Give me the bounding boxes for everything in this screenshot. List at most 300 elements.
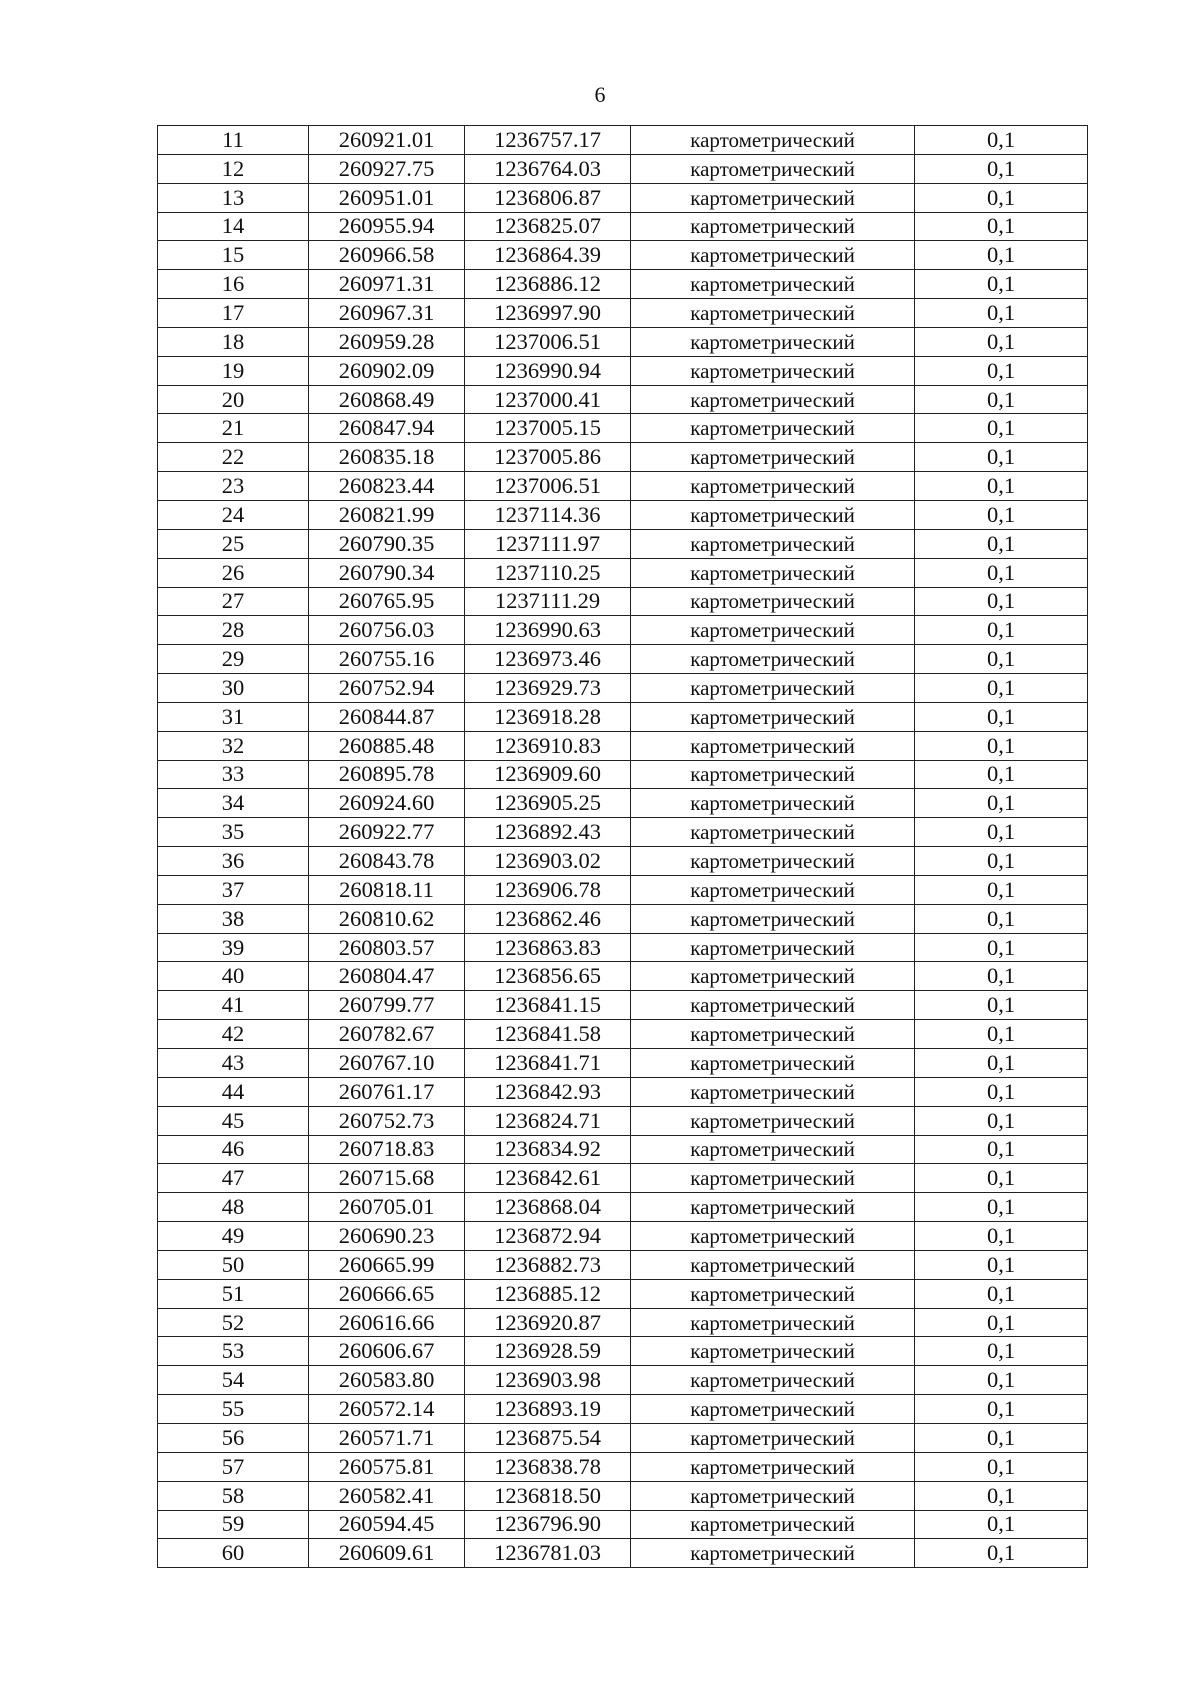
method-cell: картометрический [631,847,915,876]
point-number-cell: 45 [158,1106,309,1135]
table-row [158,1337,1088,1366]
method-cell: картометрический [631,1423,915,1452]
table-row [158,1049,1088,1078]
y-coordinate-cell: 1236818.50 [465,1481,631,1510]
point-number-cell: 48 [158,1193,309,1222]
point-number-cell: 42 [158,1020,309,1049]
method-cell: картометрический [631,529,915,558]
y-coordinate-cell: 1236838.78 [465,1452,631,1481]
y-coordinate-cell: 1236757.17 [465,126,631,155]
method-cell: картометрический [631,1077,915,1106]
x-coordinate-cell: 260571.71 [309,1423,465,1452]
x-coordinate-cell: 260955.94 [309,212,465,241]
y-coordinate-cell: 1236910.83 [465,731,631,760]
method-cell: картометрический [631,875,915,904]
y-coordinate-cell: 1236872.94 [465,1222,631,1251]
point-number-cell: 50 [158,1250,309,1279]
method-cell: картометрический [631,991,915,1020]
accuracy-cell: 0,1 [915,183,1088,212]
point-number-cell: 13 [158,183,309,212]
method-cell: картометрический [631,818,915,847]
page-number: 6 [594,82,606,107]
point-number-cell: 27 [158,587,309,616]
method-cell: картометрический [631,1250,915,1279]
accuracy-cell: 0,1 [915,789,1088,818]
point-number-cell: 57 [158,1452,309,1481]
accuracy-cell: 0,1 [915,1222,1088,1251]
accuracy-cell: 0,1 [915,500,1088,529]
x-coordinate-cell: 260765.95 [309,587,465,616]
point-number-cell: 21 [158,414,309,443]
y-coordinate-cell: 1236882.73 [465,1250,631,1279]
point-number-cell: 54 [158,1366,309,1395]
table-row [158,270,1088,299]
table-row [158,645,1088,674]
point-number-cell: 33 [158,760,309,789]
method-cell: картометрический [631,789,915,818]
accuracy-cell: 0,1 [915,933,1088,962]
table-row [158,443,1088,472]
accuracy-cell: 0,1 [915,472,1088,501]
point-number-cell: 12 [158,154,309,183]
x-coordinate-cell: 260927.75 [309,154,465,183]
accuracy-cell: 0,1 [915,1020,1088,1049]
x-coordinate-cell: 260752.73 [309,1106,465,1135]
table-row [158,356,1088,385]
accuracy-cell: 0,1 [915,587,1088,616]
point-number-cell: 15 [158,241,309,270]
table-row [158,385,1088,414]
table-row [158,154,1088,183]
x-coordinate-cell: 260782.67 [309,1020,465,1049]
method-cell: картометрический [631,1510,915,1539]
table-row [158,183,1088,212]
method-cell: картометрический [631,933,915,962]
table-row [158,212,1088,241]
point-number-cell: 17 [158,299,309,328]
table-row [158,1423,1088,1452]
accuracy-cell: 0,1 [915,760,1088,789]
accuracy-cell: 0,1 [915,875,1088,904]
y-coordinate-cell: 1237111.97 [465,529,631,558]
method-cell: картометрический [631,731,915,760]
table-row [158,847,1088,876]
x-coordinate-cell: 260843.78 [309,847,465,876]
accuracy-cell: 0,1 [915,674,1088,703]
method-cell: картометрический [631,500,915,529]
accuracy-cell: 0,1 [915,1481,1088,1510]
table-row [158,587,1088,616]
method-cell: картометрический [631,558,915,587]
y-coordinate-cell: 1236997.90 [465,299,631,328]
method-cell: картометрический [631,472,915,501]
method-cell: картометрический [631,1539,915,1568]
x-coordinate-cell: 260803.57 [309,933,465,962]
table-row [158,414,1088,443]
point-number-cell: 46 [158,1135,309,1164]
accuracy-cell: 0,1 [915,1395,1088,1424]
accuracy-cell: 0,1 [915,241,1088,270]
y-coordinate-cell: 1237114.36 [465,500,631,529]
table-row [158,702,1088,731]
method-cell: картометрический [631,587,915,616]
x-coordinate-cell: 260715.68 [309,1164,465,1193]
x-coordinate-cell: 260868.49 [309,385,465,414]
y-coordinate-cell: 1236892.43 [465,818,631,847]
x-coordinate-cell: 260752.94 [309,674,465,703]
table-row [158,1452,1088,1481]
accuracy-cell: 0,1 [915,904,1088,933]
accuracy-cell: 0,1 [915,126,1088,155]
method-cell: картометрический [631,1308,915,1337]
point-number-cell: 22 [158,443,309,472]
point-number-cell: 37 [158,875,309,904]
table-row [158,1077,1088,1106]
y-coordinate-cell: 1236842.61 [465,1164,631,1193]
y-coordinate-cell: 1236990.94 [465,356,631,385]
accuracy-cell: 0,1 [915,1193,1088,1222]
method-cell: картометрический [631,212,915,241]
accuracy-cell: 0,1 [915,1452,1088,1481]
point-number-cell: 19 [158,356,309,385]
accuracy-cell: 0,1 [915,847,1088,876]
x-coordinate-cell: 260690.23 [309,1222,465,1251]
point-number-cell: 18 [158,327,309,356]
y-coordinate-cell: 1237005.86 [465,443,631,472]
point-number-cell: 26 [158,558,309,587]
y-coordinate-cell: 1236903.02 [465,847,631,876]
method-cell: картометрический [631,443,915,472]
table-row [158,616,1088,645]
method-cell: картометрический [631,1366,915,1395]
y-coordinate-cell: 1236973.46 [465,645,631,674]
y-coordinate-cell: 1236824.71 [465,1106,631,1135]
table-row [158,789,1088,818]
y-coordinate-cell: 1236909.60 [465,760,631,789]
method-cell: картометрический [631,1222,915,1251]
y-coordinate-cell: 1236796.90 [465,1510,631,1539]
method-cell: картометрический [631,414,915,443]
method-cell: картометрический [631,1106,915,1135]
table-row [158,1164,1088,1193]
method-cell: картометрический [631,1452,915,1481]
y-coordinate-cell: 1237000.41 [465,385,631,414]
accuracy-cell: 0,1 [915,818,1088,847]
table-row [158,1106,1088,1135]
table-row [158,962,1088,991]
table-row [158,472,1088,501]
point-number-cell: 51 [158,1279,309,1308]
method-cell: картометрический [631,154,915,183]
x-coordinate-cell: 260895.78 [309,760,465,789]
accuracy-cell: 0,1 [915,1539,1088,1568]
method-cell: картометрический [631,1337,915,1366]
point-number-cell: 43 [158,1049,309,1078]
x-coordinate-cell: 260609.61 [309,1539,465,1568]
accuracy-cell: 0,1 [915,1135,1088,1164]
x-coordinate-cell: 260924.60 [309,789,465,818]
x-coordinate-cell: 260821.99 [309,500,465,529]
table-row [158,1020,1088,1049]
point-number-cell: 36 [158,847,309,876]
method-cell: картометрический [631,1020,915,1049]
accuracy-cell: 0,1 [915,1106,1088,1135]
table-row [158,1135,1088,1164]
point-number-cell: 34 [158,789,309,818]
x-coordinate-cell: 260616.66 [309,1308,465,1337]
x-coordinate-cell: 260575.81 [309,1452,465,1481]
point-number-cell: 35 [158,818,309,847]
y-coordinate-cell: 1236856.65 [465,962,631,991]
table-row [158,241,1088,270]
accuracy-cell: 0,1 [915,991,1088,1020]
table-row [158,904,1088,933]
y-coordinate-cell: 1236906.78 [465,875,631,904]
method-cell: картометрический [631,1481,915,1510]
x-coordinate-cell: 260761.17 [309,1077,465,1106]
accuracy-cell: 0,1 [915,1077,1088,1106]
y-coordinate-cell: 1236764.03 [465,154,631,183]
x-coordinate-cell: 260718.83 [309,1135,465,1164]
table-row [158,1250,1088,1279]
y-coordinate-cell: 1237111.29 [465,587,631,616]
x-coordinate-cell: 260804.47 [309,962,465,991]
point-number-cell: 56 [158,1423,309,1452]
x-coordinate-cell: 260967.31 [309,299,465,328]
point-number-cell: 30 [158,674,309,703]
x-coordinate-cell: 260606.67 [309,1337,465,1366]
table-row [158,327,1088,356]
point-number-cell: 52 [158,1308,309,1337]
point-number-cell: 11 [158,126,309,155]
method-cell: картометрический [631,1164,915,1193]
y-coordinate-cell: 1236893.19 [465,1395,631,1424]
x-coordinate-cell: 260755.16 [309,645,465,674]
x-coordinate-cell: 260902.09 [309,356,465,385]
accuracy-cell: 0,1 [915,616,1088,645]
point-number-cell: 14 [158,212,309,241]
point-number-cell: 39 [158,933,309,962]
accuracy-cell: 0,1 [915,558,1088,587]
point-number-cell: 59 [158,1510,309,1539]
y-coordinate-cell: 1237005.15 [465,414,631,443]
point-number-cell: 16 [158,270,309,299]
x-coordinate-cell: 260582.41 [309,1481,465,1510]
method-cell: картометрический [631,1135,915,1164]
x-coordinate-cell: 260922.77 [309,818,465,847]
y-coordinate-cell: 1236841.71 [465,1049,631,1078]
accuracy-cell: 0,1 [915,702,1088,731]
table-row [158,1539,1088,1568]
y-coordinate-cell: 1236868.04 [465,1193,631,1222]
table-row [158,1510,1088,1539]
y-coordinate-cell: 1236781.03 [465,1539,631,1568]
y-coordinate-cell: 1236929.73 [465,674,631,703]
x-coordinate-cell: 260594.45 [309,1510,465,1539]
x-coordinate-cell: 260835.18 [309,443,465,472]
point-number-cell: 58 [158,1481,309,1510]
table-row [158,1193,1088,1222]
table-row [158,558,1088,587]
table-row [158,991,1088,1020]
y-coordinate-cell: 1236928.59 [465,1337,631,1366]
x-coordinate-cell: 260847.94 [309,414,465,443]
x-coordinate-cell: 260756.03 [309,616,465,645]
x-coordinate-cell: 260767.10 [309,1049,465,1078]
accuracy-cell: 0,1 [915,1308,1088,1337]
accuracy-cell: 0,1 [915,731,1088,760]
x-coordinate-cell: 260885.48 [309,731,465,760]
y-coordinate-cell: 1236863.83 [465,933,631,962]
method-cell: картометрический [631,385,915,414]
y-coordinate-cell: 1237006.51 [465,472,631,501]
table-row [158,1279,1088,1308]
accuracy-cell: 0,1 [915,1510,1088,1539]
method-cell: картометрический [631,270,915,299]
y-coordinate-cell: 1237110.25 [465,558,631,587]
point-number-cell: 41 [158,991,309,1020]
table-row [158,1366,1088,1395]
point-number-cell: 32 [158,731,309,760]
y-coordinate-cell: 1236903.98 [465,1366,631,1395]
point-number-cell: 49 [158,1222,309,1251]
y-coordinate-cell: 1236862.46 [465,904,631,933]
point-number-cell: 44 [158,1077,309,1106]
table-row [158,731,1088,760]
x-coordinate-cell: 260810.62 [309,904,465,933]
x-coordinate-cell: 260705.01 [309,1193,465,1222]
x-coordinate-cell: 260818.11 [309,875,465,904]
x-coordinate-cell: 260583.80 [309,1366,465,1395]
x-coordinate-cell: 260951.01 [309,183,465,212]
y-coordinate-cell: 1236920.87 [465,1308,631,1337]
point-number-cell: 38 [158,904,309,933]
table-row [158,500,1088,529]
method-cell: картометрический [631,674,915,703]
x-coordinate-cell: 260844.87 [309,702,465,731]
table-row [158,875,1088,904]
table-row [158,818,1088,847]
accuracy-cell: 0,1 [915,1049,1088,1078]
accuracy-cell: 0,1 [915,1366,1088,1395]
y-coordinate-cell: 1236885.12 [465,1279,631,1308]
table-row [158,1481,1088,1510]
coordinates-table [157,125,1088,1568]
y-coordinate-cell: 1236905.25 [465,789,631,818]
accuracy-cell: 0,1 [915,356,1088,385]
method-cell: картометрический [631,760,915,789]
method-cell: картометрический [631,1193,915,1222]
method-cell: картометрический [631,327,915,356]
table-row [158,1308,1088,1337]
accuracy-cell: 0,1 [915,414,1088,443]
y-coordinate-cell: 1236990.63 [465,616,631,645]
accuracy-cell: 0,1 [915,1250,1088,1279]
method-cell: картометрический [631,702,915,731]
table-row [158,529,1088,558]
point-number-cell: 47 [158,1164,309,1193]
x-coordinate-cell: 260799.77 [309,991,465,1020]
method-cell: картометрический [631,904,915,933]
y-coordinate-cell: 1236886.12 [465,270,631,299]
y-coordinate-cell: 1236806.87 [465,183,631,212]
table-row [158,1222,1088,1251]
method-cell: картометрический [631,126,915,155]
table-row [158,126,1088,155]
table-row [158,933,1088,962]
accuracy-cell: 0,1 [915,1423,1088,1452]
x-coordinate-cell: 260572.14 [309,1395,465,1424]
x-coordinate-cell: 260790.35 [309,529,465,558]
method-cell: картометрический [631,962,915,991]
y-coordinate-cell: 1237006.51 [465,327,631,356]
point-number-cell: 23 [158,472,309,501]
point-number-cell: 24 [158,500,309,529]
accuracy-cell: 0,1 [915,1337,1088,1366]
coordinates-table-body [158,126,1088,1568]
method-cell: картометрический [631,241,915,270]
method-cell: картометрический [631,616,915,645]
accuracy-cell: 0,1 [915,154,1088,183]
method-cell: картометрический [631,356,915,385]
method-cell: картометрический [631,1395,915,1424]
x-coordinate-cell: 260921.01 [309,126,465,155]
method-cell: картометрический [631,183,915,212]
x-coordinate-cell: 260665.99 [309,1250,465,1279]
method-cell: картометрический [631,299,915,328]
x-coordinate-cell: 260966.58 [309,241,465,270]
point-number-cell: 60 [158,1539,309,1568]
y-coordinate-cell: 1236918.28 [465,702,631,731]
point-number-cell: 53 [158,1337,309,1366]
x-coordinate-cell: 260971.31 [309,270,465,299]
accuracy-cell: 0,1 [915,270,1088,299]
accuracy-cell: 0,1 [915,212,1088,241]
point-number-cell: 20 [158,385,309,414]
x-coordinate-cell: 260790.34 [309,558,465,587]
table-row [158,674,1088,703]
accuracy-cell: 0,1 [915,443,1088,472]
accuracy-cell: 0,1 [915,299,1088,328]
accuracy-cell: 0,1 [915,962,1088,991]
point-number-cell: 55 [158,1395,309,1424]
y-coordinate-cell: 1236825.07 [465,212,631,241]
y-coordinate-cell: 1236841.15 [465,991,631,1020]
x-coordinate-cell: 260666.65 [309,1279,465,1308]
point-number-cell: 40 [158,962,309,991]
point-number-cell: 28 [158,616,309,645]
y-coordinate-cell: 1236842.93 [465,1077,631,1106]
y-coordinate-cell: 1236875.54 [465,1423,631,1452]
accuracy-cell: 0,1 [915,645,1088,674]
accuracy-cell: 0,1 [915,1279,1088,1308]
accuracy-cell: 0,1 [915,327,1088,356]
y-coordinate-cell: 1236841.58 [465,1020,631,1049]
point-number-cell: 29 [158,645,309,674]
x-coordinate-cell: 260823.44 [309,472,465,501]
accuracy-cell: 0,1 [915,385,1088,414]
y-coordinate-cell: 1236834.92 [465,1135,631,1164]
accuracy-cell: 0,1 [915,1164,1088,1193]
x-coordinate-cell: 260959.28 [309,327,465,356]
method-cell: картометрический [631,1279,915,1308]
point-number-cell: 25 [158,529,309,558]
table-row [158,299,1088,328]
point-number-cell: 31 [158,702,309,731]
y-coordinate-cell: 1236864.39 [465,241,631,270]
method-cell: картометрический [631,1049,915,1078]
method-cell: картометрический [631,645,915,674]
